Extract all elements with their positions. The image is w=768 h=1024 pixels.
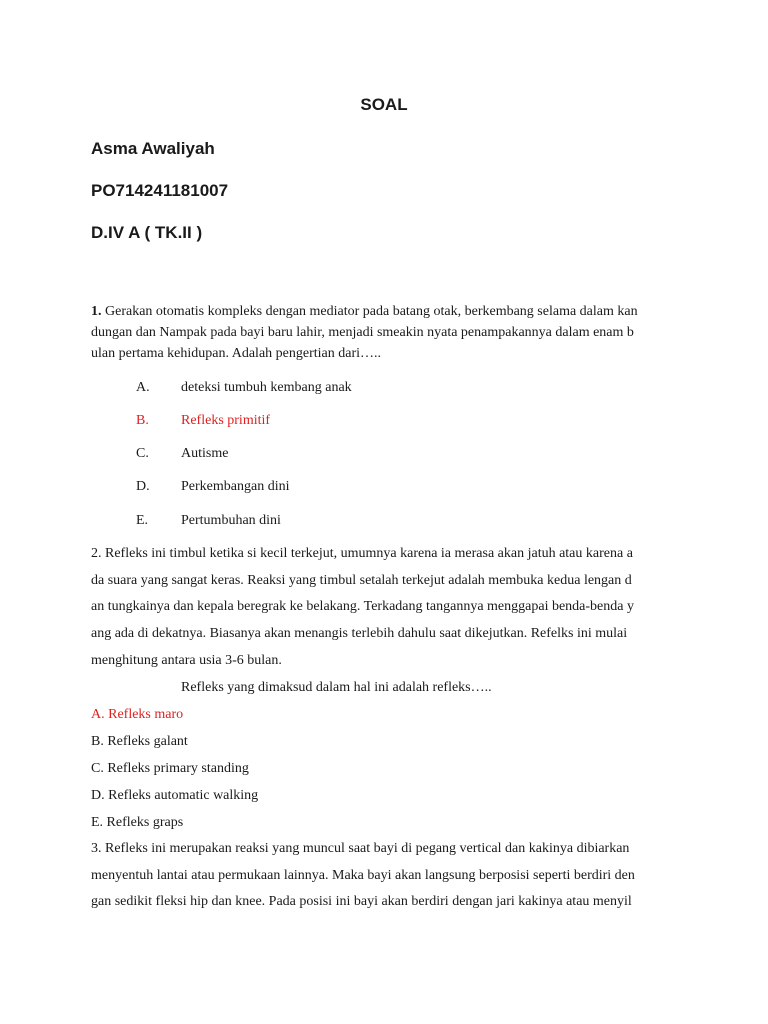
option-text: Refleks primitif — [181, 413, 271, 428]
question-2-line: an tungkainya dan kepala beregrak ke belakang. Terkadang tangannya menggapai benda-benda y — [91, 599, 634, 614]
question-2-option-c: C. Refleks primary standing — [91, 761, 249, 776]
question-2-prompt: Refleks yang dimaksud dalam hal ini adalah refleks….. — [181, 680, 492, 695]
option-text: Perkembangan dini — [181, 479, 290, 494]
page-title: SOAL — [360, 95, 408, 114]
question-2-option-d: D. Refleks automatic walking — [91, 788, 259, 803]
author-name: Asma Awaliyah — [91, 139, 215, 158]
option-text: Autisme — [181, 446, 229, 461]
question-2-line: menghitung antara usia 3-6 bulan. — [91, 653, 282, 668]
question-2-line: ang ada di dekatnya. Biasanya akan menangis terlebih dahulu saat dikejutkan. Refelks ini mulai — [91, 626, 628, 641]
option-letter: E. — [136, 513, 149, 528]
question-2-line: da suara yang sangat keras. Reaksi yang timbul setalah terkejut adalah membuka kedua lengan d — [91, 573, 632, 588]
question-1-number: 1. — [91, 304, 102, 319]
question-2-option-e: E. Refleks graps — [91, 815, 184, 830]
question-2-option-a-correct: A. Refleks maro — [91, 707, 184, 722]
option-text: Pertumbuhan dini — [181, 513, 281, 528]
option-letter: D. — [136, 479, 150, 494]
option-letter: B. — [136, 413, 149, 428]
class-label: D.IV A ( TK.II ) — [91, 223, 203, 242]
question-3-line: 3. Refleks ini merupakan reaksi yang muncul saat bayi di pegang vertical dan kakinya dibiarkan — [91, 841, 630, 856]
question-3-line: menyentuh lantai atau permukaan lainnya. Maka bayi akan langsung berposisi seperti berdiri den — [91, 868, 635, 883]
question-1-line: ulan pertama kehidupan. Adalah pengertian dari….. — [91, 346, 382, 361]
option-letter: A. — [136, 380, 150, 395]
option-text: deteksi tumbuh kembang anak — [181, 380, 352, 395]
student-id: PO714241181007 — [91, 181, 229, 200]
question-1-line: dungan dan Nampak pada bayi baru lahir, menjadi smeakin nyata penampakannya dalam enam b — [91, 325, 634, 340]
question-1-line: 1. Gerakan otomatis kompleks dengan mediator pada batang otak, berkembang selama dalam kan — [91, 304, 638, 319]
question-2-option-b: B. Refleks galant — [91, 734, 188, 749]
option-letter: C. — [136, 446, 149, 461]
question-2-line: 2. Refleks ini timbul ketika si kecil terkejut, umumnya karena ia merasa akan jatuh atau karena a — [91, 546, 633, 561]
question-3-line: gan sedikit fleksi hip dan knee. Pada posisi ini bayi akan berdiri dengan jari kakinya atau menyil — [91, 894, 632, 909]
